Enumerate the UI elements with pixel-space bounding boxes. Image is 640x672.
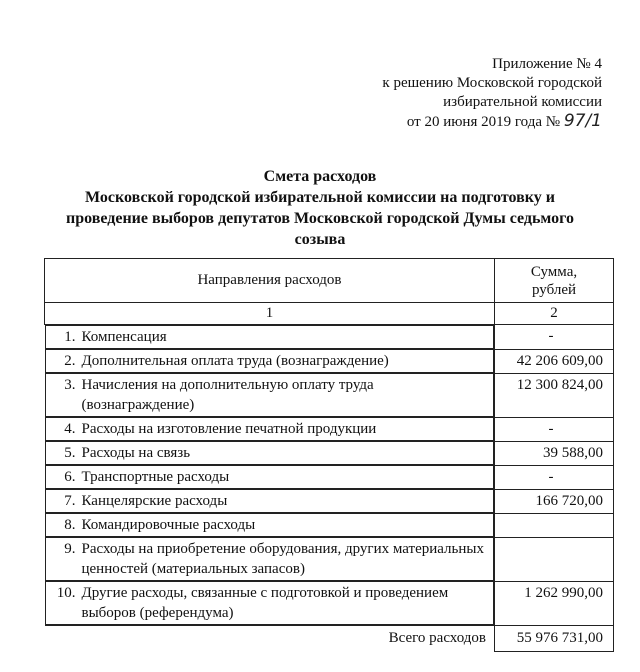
expense-direction-text: Расходы на связь [81,445,191,461]
table-header-row [45,259,614,303]
appendix-title: Приложение № 4 [492,56,602,72]
row-number: 5. [64,445,76,461]
header-sum-line-2: рублей [531,282,577,298]
expense-sum-cell [495,513,614,537]
estimate-table [44,258,614,652]
expense-sum-cell: 39 588,00 [495,441,614,465]
row-number: 4. [64,421,76,437]
header-direction: Направления расходов [45,259,495,303]
expense-direction-cell [45,513,495,537]
column-number-2: 2 [495,303,614,325]
title-line-2: Московской городской избирательной комиссии на подготовку и [85,189,555,206]
title-line-3: проведение выборов депутатов Московской городской Думы седьмого [66,210,574,227]
expense-sum-cell: 1 262 990,00 [495,581,614,626]
total-sum: 55 976 731,00 [495,626,614,652]
title-line-4: созыва [294,231,346,248]
column-number-row [45,303,614,325]
expense-direction-text: Компенсация [81,329,167,345]
expense-sum-cell: 166 720,00 [495,489,614,513]
appendix-block [382,55,602,132]
expense-direction-text: Другие расходы, связанные с подготовкой и проведением выборов (референдума) [81,585,449,621]
table-row [45,417,614,441]
table-row [45,513,614,537]
row-number: 6. [64,469,76,485]
expense-direction-text: Канцелярские расходы [81,493,228,509]
header-sum-line-1: Сумма, [530,264,578,280]
table-row [45,537,614,581]
row-number: 2. [64,353,76,369]
appendix-date-line [382,112,602,132]
row-number: 7. [64,493,76,509]
expense-direction-cell [45,325,495,349]
table-row [45,581,614,626]
table-row [45,349,614,373]
total-row [45,626,614,652]
expense-sum-cell: - [495,465,614,489]
table-row [45,489,614,513]
row-number: 3. [64,377,76,393]
expense-sum-cell: - [495,325,614,350]
table-row [45,441,614,465]
expense-direction-cell [45,349,495,373]
expense-direction-text: Командировочные расходы [81,517,256,533]
table-body [45,325,614,626]
expense-sum-cell: - [495,417,614,441]
appendix-commission-line: избирательной комиссии [443,94,602,110]
expense-sum-cell: 12 300 824,00 [495,373,614,417]
expense-direction-cell [45,581,495,625]
row-number: 10. [56,585,76,601]
expense-direction-cell [45,489,495,513]
expense-direction-cell [45,373,495,417]
expense-direction-text: Транспортные расходы [81,469,230,485]
header-sum [495,259,614,303]
table-row [45,325,614,350]
row-number: 1. [64,329,76,345]
document-title [0,166,640,250]
expense-direction-text: Расходы на приобретение оборудования, других материальных ценностей (материальных запасов) [81,541,484,577]
column-number-1: 1 [45,303,495,325]
handwritten-decision-number: 97/1 [563,111,602,131]
expense-direction-cell [45,465,495,489]
expense-direction-text: Расходы на изготовление печатной продукции [81,421,377,437]
expense-direction-cell [45,537,495,581]
expense-sum-cell [495,537,614,581]
expense-direction-text: Дополнительная оплата труда (вознаграждение) [81,353,389,369]
expense-sum-cell: 42 206 609,00 [495,349,614,373]
total-label: Всего расходов [45,626,495,652]
title-line-1: Смета расходов [263,168,377,185]
row-number: 8. [64,517,76,533]
row-number: 9. [64,541,76,557]
expense-direction-cell [45,417,495,441]
appendix-decision-line: к решению Московской городской [382,75,602,91]
expense-direction-cell [45,441,495,465]
appendix-date-text: от 20 июня 2019 года № [406,114,561,130]
table-row [45,373,614,417]
expense-direction-text: Начисления на дополнительную оплату труда (вознаграждение) [81,377,374,413]
table-row [45,465,614,489]
